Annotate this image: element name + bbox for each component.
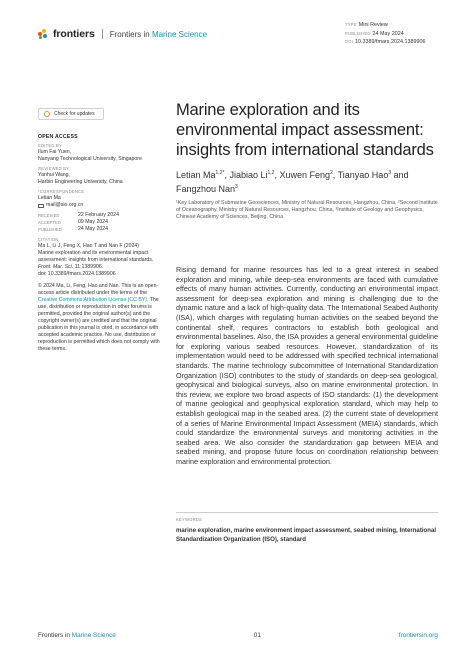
journal-header: [38, 28, 207, 40]
footer-site-link[interactable]: frontiersin.org: [398, 632, 438, 639]
cc-license-link[interactable]: Creative Commons Attribution License (CC BY).: [38, 297, 149, 303]
check-updates-icon: [44, 111, 50, 117]
abstract: Rising demand for marine resources has led to a great interest in seabed exploration and mining, while deep-sea environments are faced with cumulative effects of many human activities. Currently, conducting an environmental impact assessment for deep-sea exploration and mining is challenging due to the dynamic nature and a lack of high-quality data. The International Seabed Authority (ISA), which charges with regulating human activities on the seabed beyond the continental shelf, requires contractors to establish both geological and environmental baselines. Also, the ISA provides a general environmental guideline for exploring various seabed resources. However, standardization of its implementation would need to be addressed with specified technical international standards. The marine technology subcommittee of International Standardization Organization (ISO) contributes to the study of standards on deep-sea geological, geophysical and biological surveys, also on marine environmental protection. In this review, we explore two broad aspects of ISO standards: (1) the development of marine geological and geophysical exploration standard, which may help to establish geological map in the seabed area. (2) the current state of development of a series of Marine Environmental Impact Assessment (MEIA) standards, which could standardize the environmental surveys and monitoring activities in the seabed area. We also consider the standardization gap between MEIA and seabed mining, and propose future focus on coordination relationship between marine exploration and environmental protection.: [176, 265, 438, 466]
open-access-label: OPEN ACCESS: [38, 134, 78, 140]
published-date: 24 May 2024: [78, 226, 108, 232]
affiliations: ¹Key Laboratory of Submarine Geosciences, Ministry of Natural Resources, Hangzhou, China, ²Second Institute of Oceanography, Ministry of Natural Resources, Hangzhou, China, ³Institute of Geology and Geophysics, Chinese Academy of Sciences, Beijing, China: [176, 200, 438, 220]
reviewer-name: Yanhui Wang,: [38, 172, 71, 178]
author: Fangzhou Nan: [176, 184, 236, 194]
frontiers-logo-icon: [38, 29, 48, 39]
editor-affiliation: Nanyang Technological University, Singapore: [38, 156, 142, 162]
correspondence-email[interactable]: mail@sio.org.cn: [38, 202, 166, 209]
article-main: [176, 100, 438, 221]
keywords-label: KEYWORDS: [176, 517, 203, 522]
keywords-list: marine exploration, marine environment impact assessment, seabed mining, International Standardization Organization (ISO), standard: [176, 527, 437, 543]
author: Letian Ma: [176, 170, 216, 180]
correspondence-name: Letian Ma: [38, 195, 61, 201]
received-date: 22 February 2024: [78, 212, 119, 218]
correspondence-label: *CORRESPONDENCE: [38, 189, 85, 194]
footer-journal: Frontiers in Marine Science: [38, 632, 116, 639]
page-footer: [38, 632, 438, 639]
keywords-section: [176, 512, 438, 544]
edited-by-label: EDITED BY: [38, 143, 62, 148]
journal-name: Frontiers in Marine Science: [109, 29, 208, 39]
accepted-date: 09 May 2024: [78, 219, 108, 225]
editor-name: Ilum Fai Yuen,: [38, 149, 72, 155]
article-sidebar: [38, 108, 166, 353]
reviewed-by-label: REVIEWED BY: [38, 166, 70, 171]
citation-block: CITATION Ma L, Li J, Feng X, Hao T and Nan F (2024) Marine exploration and its environmental impact assessment: insights from international standards. Front. Mar. Sci. 11:1389906. doi: 10.3389/fmars.2024.1389906: [38, 237, 154, 277]
dates-block: RECEIVED 22 February 2024 ACCEPTED 09 May 2024 PUBLISHED 24 May 2024: [38, 212, 119, 232]
page-number: 01: [253, 632, 261, 639]
author: Jiabiao Li: [229, 170, 268, 180]
mail-icon: [38, 204, 44, 208]
header-divider: [102, 29, 103, 39]
article-meta: TYPE Mini Review PUBLISHED 24 May 2024 DOI 10.3389/fmars.2024.1389906: [345, 22, 426, 45]
author: Xuwen Feng: [279, 170, 330, 180]
frontiers-logo-text: frontiers: [53, 28, 95, 40]
check-updates-button[interactable]: Check for updates: [38, 108, 104, 120]
author-list: Letian $Ma^{1,2*}$, Jiabiao Li$^{1,2}$, Xuwen Feng$^2$, Tianyao Hao$^3$ and Fangzhou Nan$^3$: [176, 170, 409, 194]
article-title: Marine exploration and its environmental impact assessment: insights from international standards: [176, 101, 434, 159]
copyright-notice: © 2024 Ma, Li, Feng, Hao and Nan. This is an open-access article distributed under the terms of the Creative Commons Attribution License (CC BY). The use, distribution or reproduction in other forums is permitted, provided the original author(s) and the copyright owner(s) are credited and that the original publication in this journal is cited, in accordance with accepted academic practice. No use, distribution or reproduction is permitted which does not comply with these terms.: [38, 283, 160, 352]
author: Tianyao Hao: [337, 170, 389, 180]
reviewer-affiliation: Harbin Engineering University, China: [38, 179, 123, 185]
